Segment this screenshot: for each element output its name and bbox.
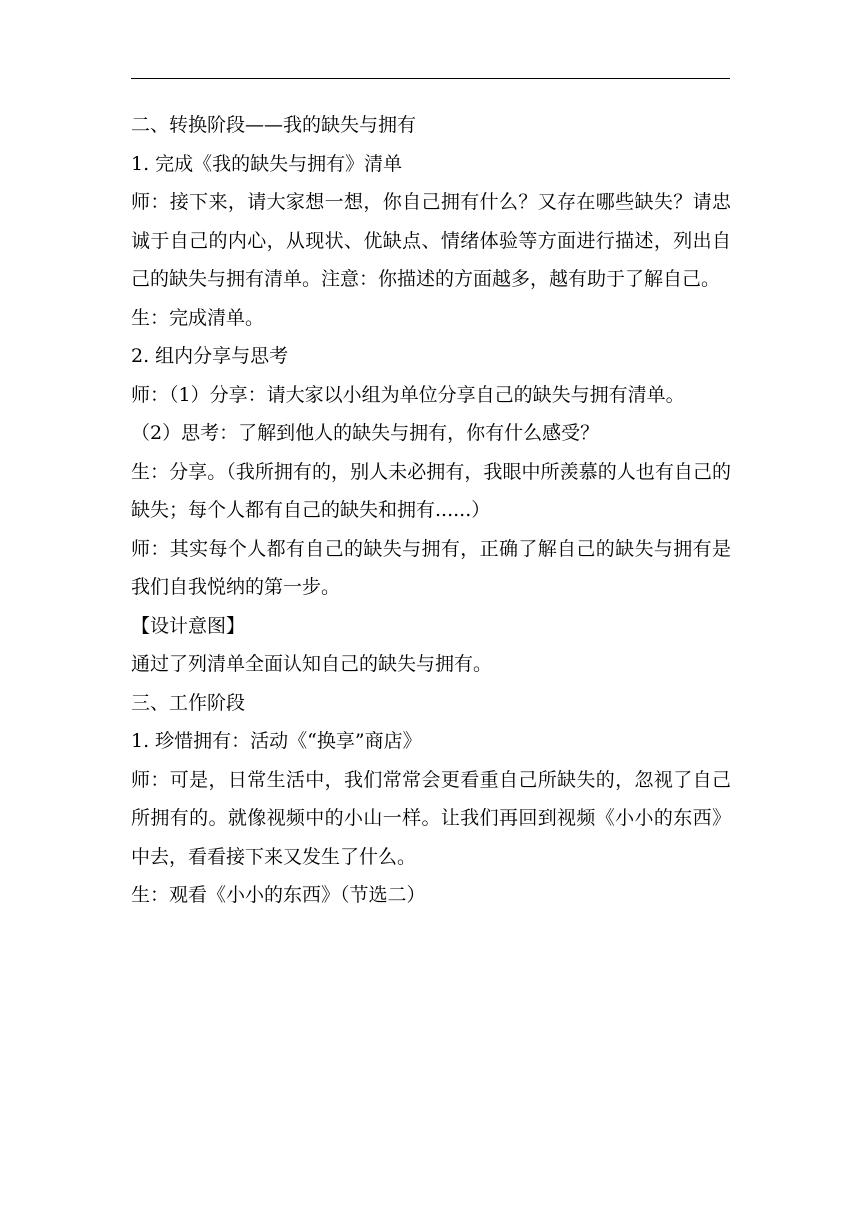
student-response: 生：完成清单。 [131, 306, 265, 329]
teacher-summary: 师：其实每个人都有自己的缺失与拥有，正确了解自己的缺失与拥有是我们自我悦纳的第一步。 [131, 537, 731, 598]
step-heading-checklist: 1. 完成《我的缺失与拥有》清单 [131, 152, 403, 175]
student-share-response: 生：分享。（我所拥有的，别人未必拥有，我眼中所羡慕的人也有自己的缺失；每个人都有自己的缺失和拥有......） [131, 460, 731, 521]
teacher-video-intro: 师：可是，日常生活中，我们常常会更看重自己所缺失的，忽视了自己所拥有的。就像视频中的小山一样。让我们再回到视频《小小的东西》中去，看看接下来又发生了什么。 [131, 768, 731, 868]
step-heading-activity: 1. 珍惜拥有：活动《“换享”商店》 [131, 730, 422, 752]
section-heading-work: 三、工作阶段 [131, 691, 246, 714]
teacher-think-prompt: （2）思考：了解到他人的缺失与拥有，你有什么感受？ [131, 422, 600, 444]
header-rule [131, 78, 730, 79]
step-heading-share: 2. 组内分享与思考 [131, 345, 289, 367]
design-intent-label: 【设计意图】 [131, 614, 246, 637]
section-heading-transition: 二、转换阶段——我的缺失与拥有 [131, 114, 417, 136]
student-watch-video: 生：观看《小小的东西》（节选二） [131, 884, 426, 906]
document-body [131, 106, 731, 915]
teacher-instruction: 师：接下来，请大家想一想，你自己拥有什么？又存在哪些缺失？请忠诚于自己的内心，从现状、优缺点、情绪体验等方面进行描述，列出自己的缺失与拥有清单。注意：你描述的方面越多，越有助于了解自己。 [131, 191, 731, 290]
design-intent-text: 通过了列清单全面认知自己的缺失与拥有。 [131, 653, 493, 675]
teacher-share-prompt: 师：（1）分享：请大家以小组为单位分享自己的缺失与拥有清单。 [131, 383, 685, 406]
